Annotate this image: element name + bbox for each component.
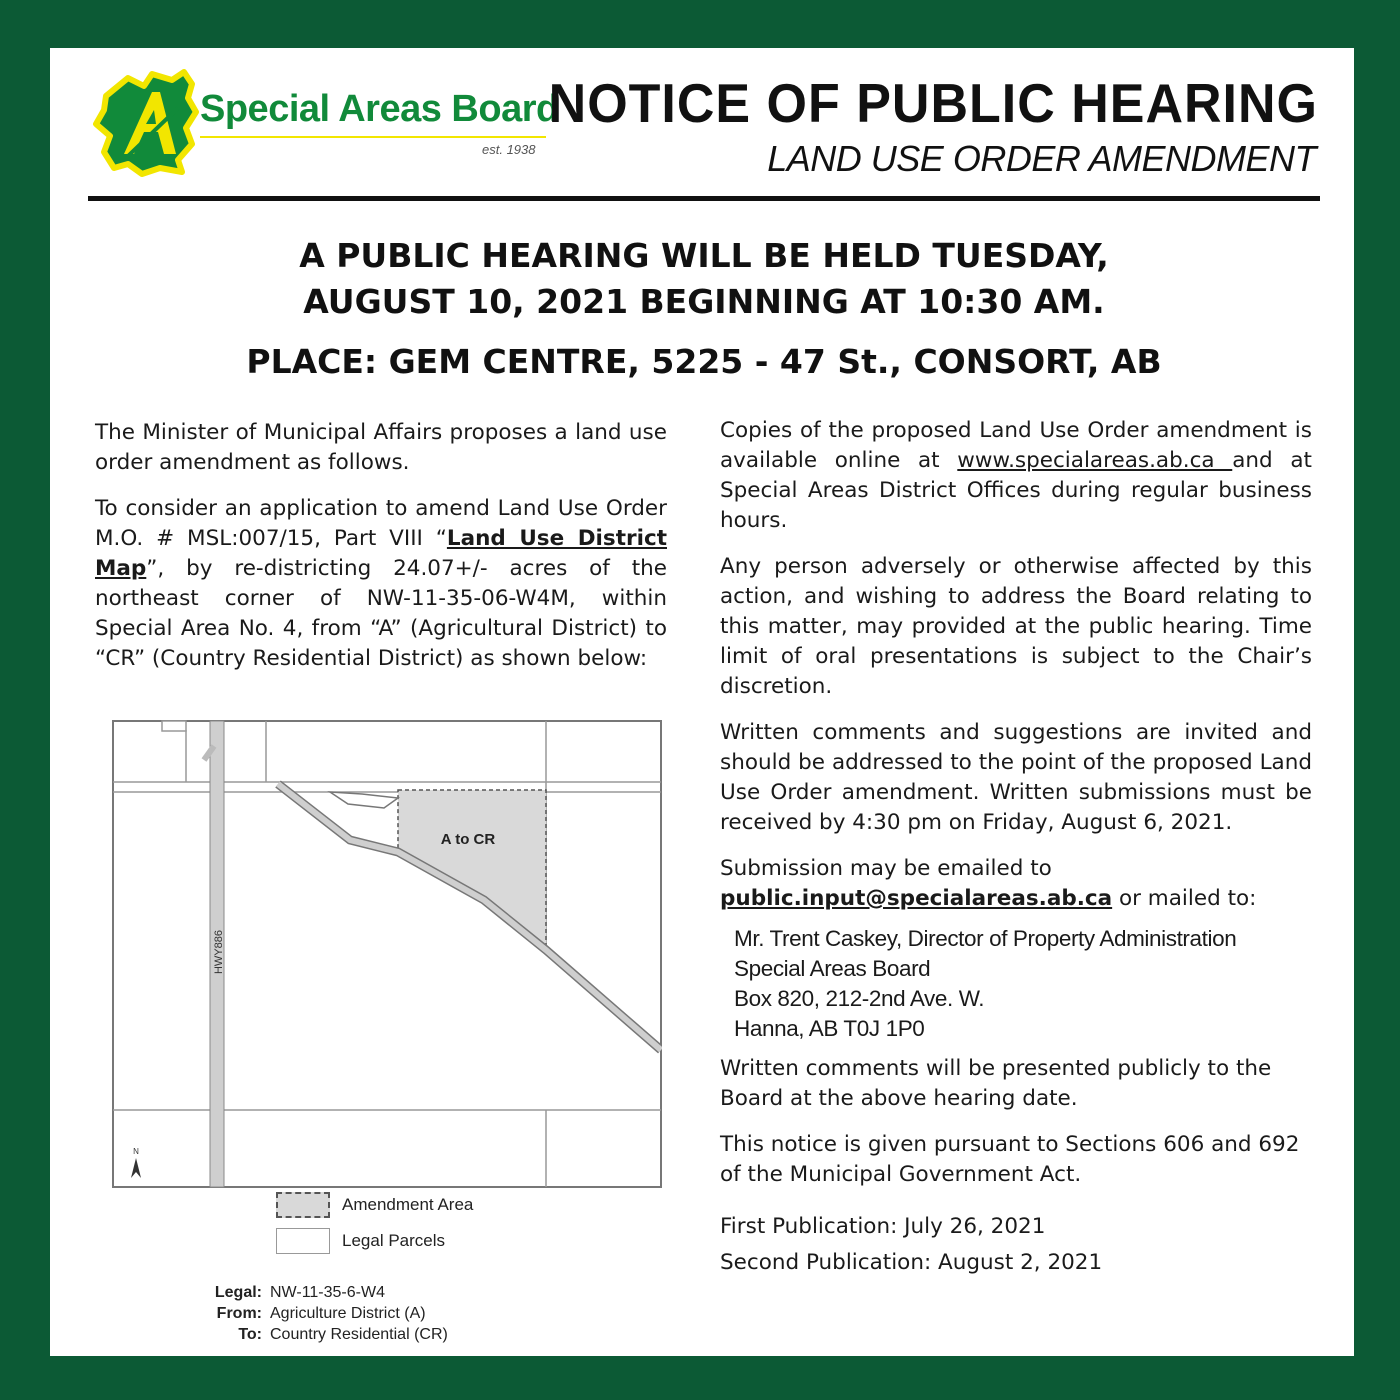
presented-paragraph: Written comments will be presented publicly to the Board at the above hearing date.	[720, 1056, 1272, 1111]
legend-parcels-swatch	[276, 1228, 330, 1254]
application-text-end: ”, by re-districting 24.07+/- acres of the northeast corner of NW-11-35-06-W4M, within Special Area No. 4, from “A” (Agricultural District) to “CR” (Country Residential District) as shown below:	[95, 556, 667, 671]
logo-est: est. 1938	[482, 142, 536, 157]
legal-value: NW-11-35-6-W4	[270, 1284, 385, 1301]
address-line: Hanna, AB T0J 1P0	[734, 1016, 925, 1041]
second-publication: Second Publication: August 2, 2021	[720, 1250, 1103, 1275]
amendment-area-map	[112, 720, 662, 1188]
right-column	[720, 416, 1312, 1294]
headline-line-2: AUGUST 10, 2021 BEGINNING AT 10:30 AM.	[303, 282, 1105, 321]
notice-subtitle: LAND USE ORDER AMENDMENT	[767, 138, 1316, 179]
address-line: Box 820, 212-2nd Ave. W.	[734, 986, 985, 1011]
submission-paragraph	[720, 854, 1312, 914]
copies-text-start: Copies of the proposed Land Use Order amendment is available online at	[720, 418, 1312, 473]
application-paragraph	[95, 494, 667, 674]
land-use-district-map-link[interactable]: Land Use District Map	[95, 526, 667, 581]
submission-text: Submission may be emailed to	[720, 856, 1052, 881]
from-value: Agriculture District (A)	[270, 1305, 426, 1322]
headline-line-1: A PUBLIC HEARING WILL BE HELD TUESDAY,	[299, 236, 1109, 275]
north-label: N	[133, 1147, 139, 1156]
mailing-address	[734, 924, 1312, 1044]
copies-paragraph	[720, 416, 1312, 536]
highway-label: HWY886	[213, 929, 225, 975]
first-publication: First Publication: July 26, 2021	[720, 1214, 1046, 1239]
logo-name: Special Areas Board	[200, 88, 559, 130]
website-link[interactable]: www.specialareas.ab.ca	[957, 448, 1233, 473]
to-value: Country Residential (CR)	[270, 1326, 448, 1343]
logo-underline	[200, 136, 546, 138]
copies-text-end: and at Special Areas District Offices during regular business hours.	[720, 448, 1312, 533]
pursuant-paragraph: This notice is given pursuant to Sections 606 and 692 of the Municipal Government Act.	[720, 1132, 1300, 1187]
legal-description	[206, 1282, 448, 1345]
legend-amendment-swatch	[276, 1192, 330, 1218]
legend-parcels-label: Legal Parcels	[342, 1231, 446, 1250]
application-text-start: To consider an application to amend Land Use Order M.O. # MSL:007/15, Part VIII “	[95, 496, 667, 551]
notice-title: NOTICE OF PUBLIC HEARING	[548, 73, 1318, 135]
from-key: From:	[216, 1305, 262, 1322]
to-key: To:	[238, 1326, 262, 1343]
address-line: Special Areas Board	[734, 956, 931, 981]
headline-place: PLACE: GEM CENTRE, 5225 - 47 St., CONSORT, AB	[246, 342, 1162, 381]
header-divider	[88, 196, 1320, 201]
email-link[interactable]: public.input@specialareas.ab.ca	[720, 886, 1113, 911]
intro-paragraph: The Minister of Municipal Affairs proposes a land use order amendment as follows.	[95, 420, 667, 475]
legal-key: Legal:	[214, 1284, 262, 1301]
left-column	[95, 418, 667, 690]
written-comments-paragraph: Written comments and suggestions are invited and should be addressed to the point of the proposed Land Use Order amendment. Written submissions must be received by 4:30 pm on Friday, August 6, 2021.	[720, 720, 1312, 835]
affected-paragraph: Any person adversely or otherwise affected by this action, and wishing to address the Board relating to this matter, may provided at the public hearing. Time limit of oral presentations is subject to the Chair’s discretion.	[720, 554, 1312, 699]
map-area-label: A to CR	[440, 831, 496, 848]
mailed-to-text: or mailed to:	[1112, 886, 1257, 911]
address-line: Mr. Trent Caskey, Director of Property Administration	[734, 926, 1237, 951]
legend-amendment-label: Amendment Area	[342, 1195, 474, 1214]
